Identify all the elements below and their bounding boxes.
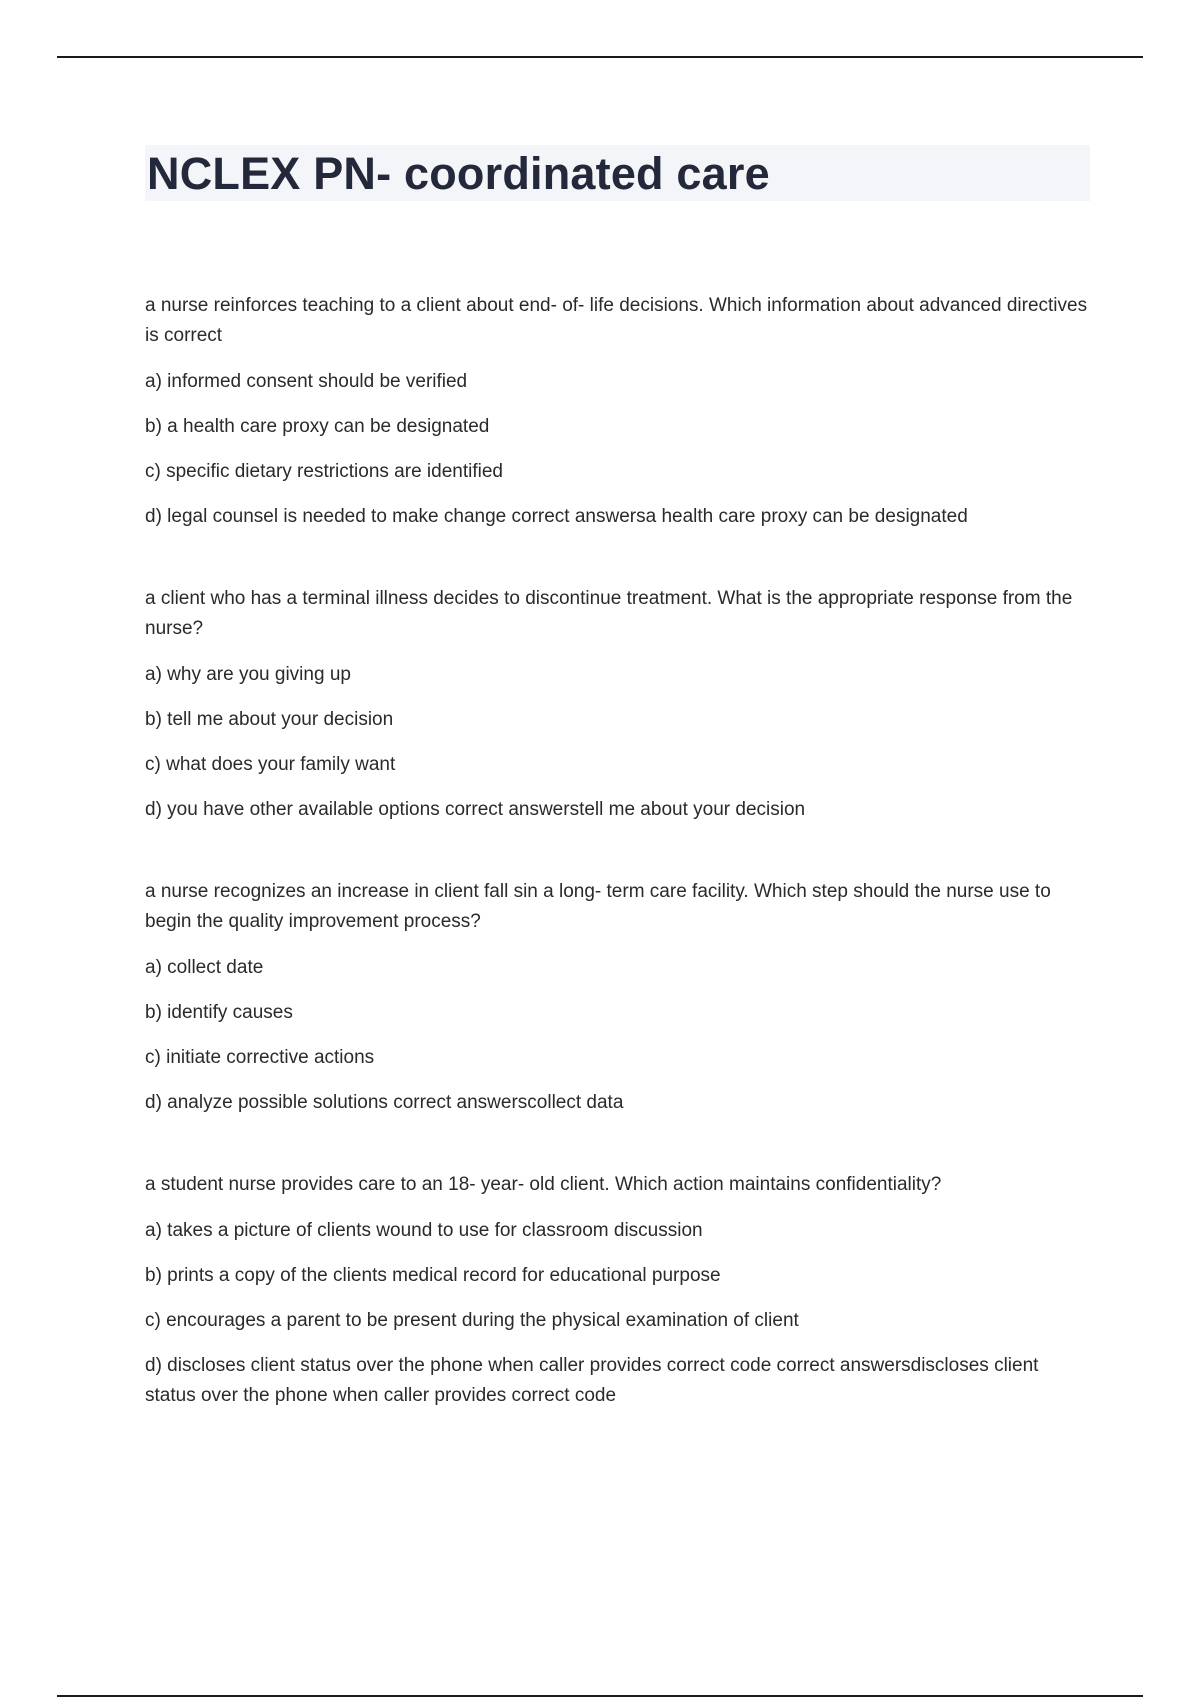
title-bar	[145, 145, 1090, 201]
answer-option: d) legal counsel is needed to make change correct answersa health care proxy can be designated	[145, 506, 968, 527]
answer-option: b) identify causes	[145, 1002, 293, 1023]
answer-option: c) specific dietary restrictions are identified	[145, 461, 503, 482]
answer-option: a) informed consent should be verified	[145, 371, 468, 392]
answer-option: b) a health care proxy can be designated	[145, 416, 490, 437]
question-text: a nurse reinforces teaching to a client about end- of- life decisions. Which information about advanced directives is correct	[145, 295, 1088, 346]
answer-option: c) initiate corrective actions	[145, 1047, 375, 1068]
answer-option: c) what does your family want	[145, 754, 396, 775]
answer-option: a) why are you giving up	[145, 664, 351, 685]
answer-option: b) tell me about your decision	[145, 709, 394, 730]
question-text: a student nurse provides care to an 18- year- old client. Which action maintains confidentiality?	[145, 1174, 942, 1195]
question-text: a nurse recognizes an increase in client fall sin a long- term care facility. Which step should the nurse use to begin the quality improvement process?	[145, 881, 1051, 932]
answer-option: d) discloses client status over the phone when caller provides correct code correct answersdiscloses client status over the phone when caller provides correct code	[145, 1355, 1039, 1406]
answer-option: d) you have other available options correct answerstell me about your decision	[145, 799, 806, 820]
bottom-rule	[57, 1695, 1143, 1697]
answer-option: d) analyze possible solutions correct answerscollect data	[145, 1092, 624, 1113]
document-body	[145, 145, 1090, 1463]
question-block	[145, 877, 1090, 1118]
question-list	[145, 291, 1090, 1411]
question-text: a client who has a terminal illness decides to discontinue treatment. What is the appropriate response from the nurse?	[145, 588, 1073, 639]
question-block	[145, 584, 1090, 825]
question-block	[145, 291, 1090, 532]
answer-option: c) encourages a parent to be present during the physical examination of client	[145, 1310, 799, 1331]
answer-option: b) prints a copy of the clients medical record for educational purpose	[145, 1265, 721, 1286]
answer-option: a) takes a picture of clients wound to use for classroom discussion	[145, 1220, 703, 1241]
document-title: NCLEX PN- coordinated care	[147, 147, 770, 199]
answer-option: a) collect date	[145, 957, 264, 978]
top-rule	[57, 56, 1143, 58]
question-block	[145, 1170, 1090, 1411]
